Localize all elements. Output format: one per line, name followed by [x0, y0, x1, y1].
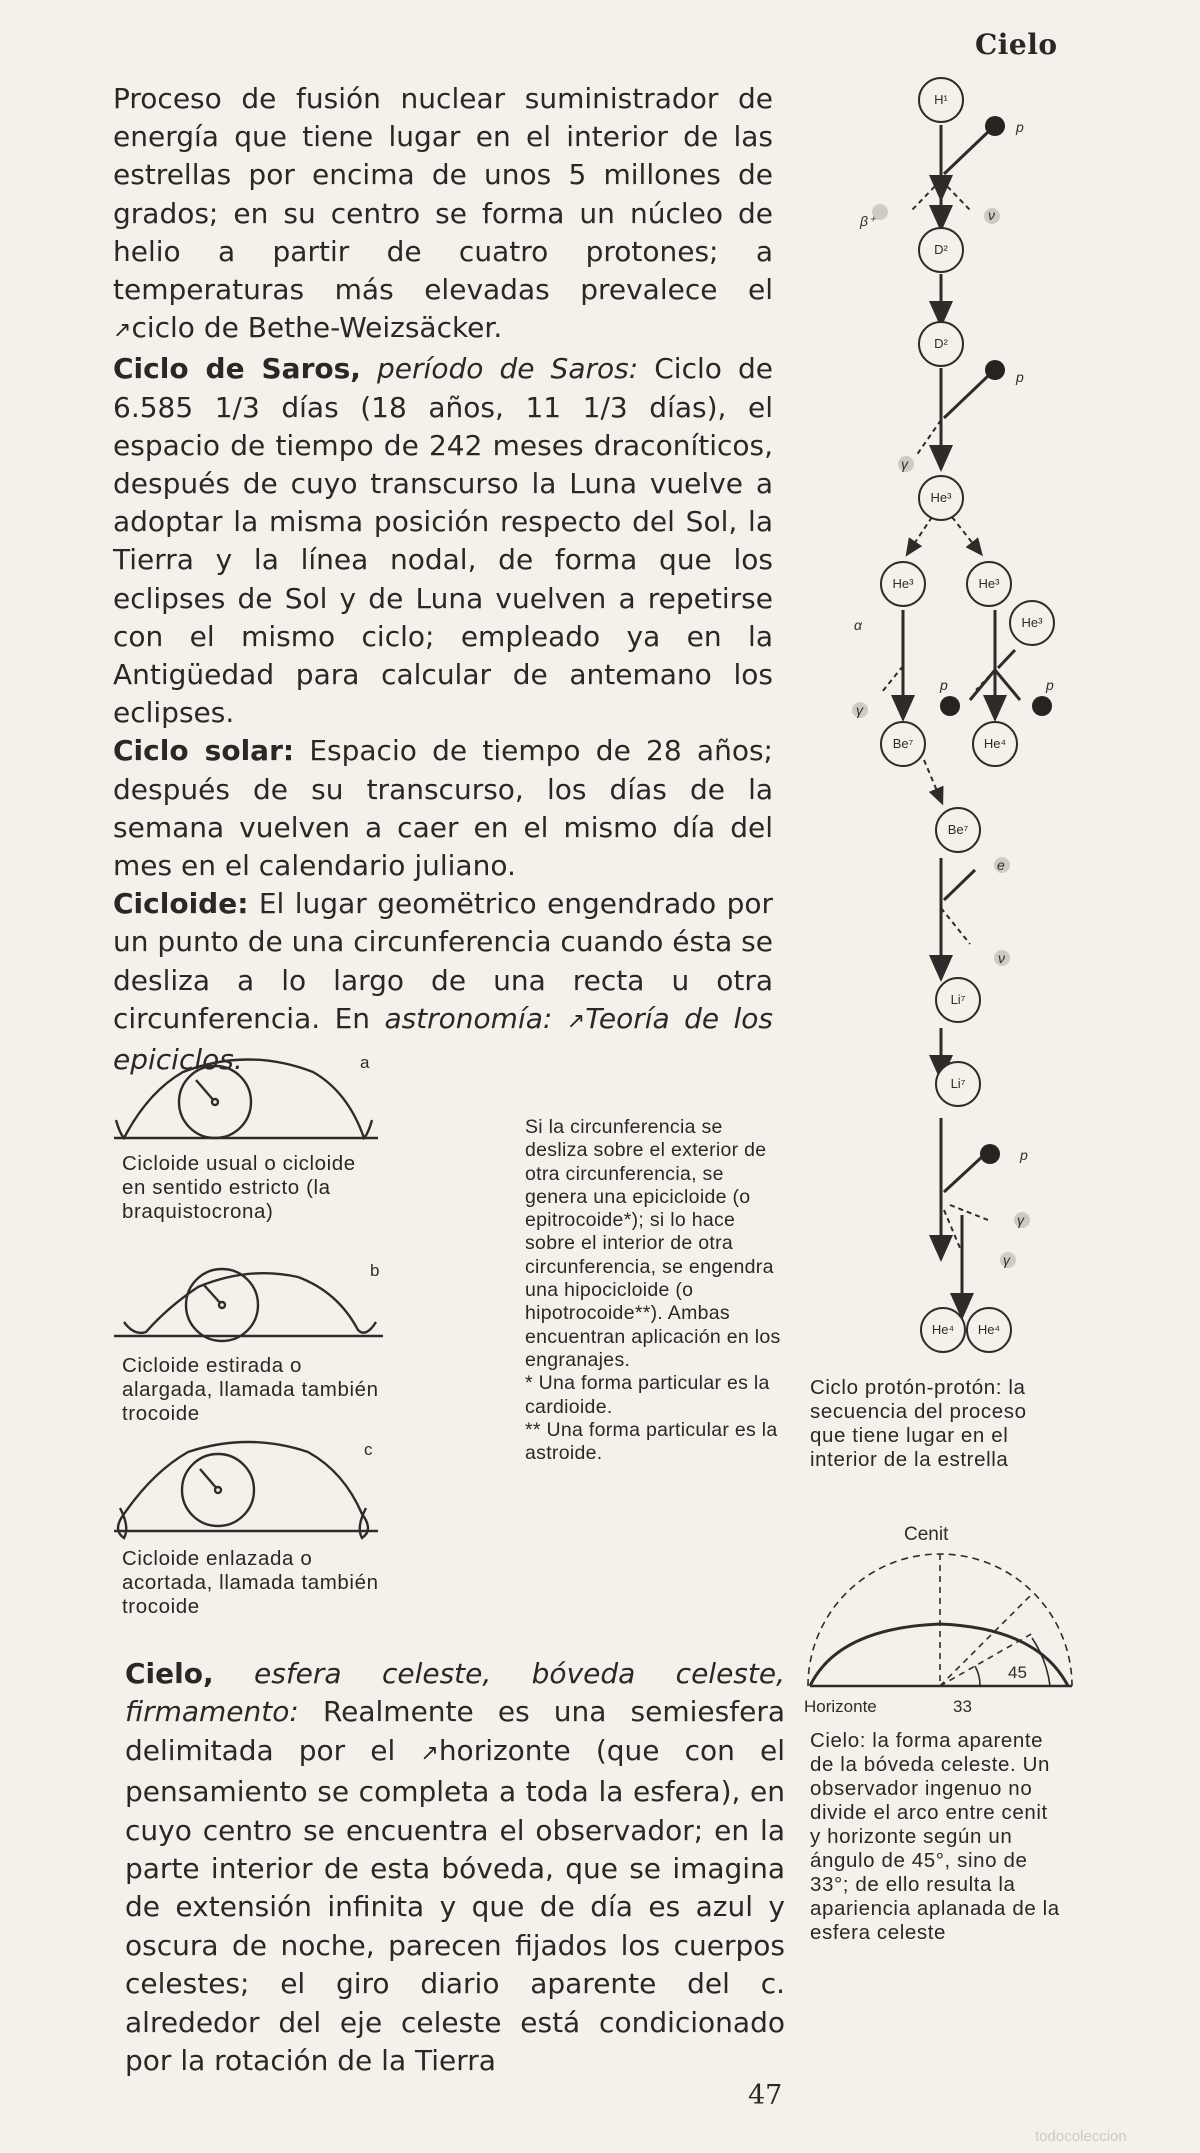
pp-particle-beta: β⁺	[860, 213, 876, 229]
pp-node-he3: He³	[930, 490, 952, 505]
cycloid-a-diagram	[114, 1053, 378, 1138]
pp-node-be7a: Be⁷	[892, 736, 914, 751]
cycloid-b-letter: b	[370, 1261, 380, 1280]
main-text-column	[113, 80, 773, 1079]
pp-node-he3-left: He³	[892, 576, 914, 591]
proton-proton-chain-diagram	[840, 70, 1080, 1370]
cicloide-entry	[113, 885, 773, 1079]
cycloid-b-diagram	[114, 1261, 383, 1341]
cielo-term: Cielo,	[125, 1657, 214, 1690]
intro-text: Proceso de fusión nuclear suministrador de energía que tiene lugar en el interior de las estrellas por encima de unos 5 millones de grados; en su centro se forma un núcleo de helio a partir de cuatro protones; a temperaturas más elevadas prevalece el	[113, 82, 773, 307]
sky-dome-caption: Cielo: la forma aparente de la bóveda celeste. Un observador ingenuo no divide el arco entre cenit y horizonte según un ángulo de 45°, sino de 33°; de ello resulta la apariencia aplanada de la esfera celeste	[810, 1729, 1060, 1944]
intro-link[interactable]: ciclo de Bethe-Weizsäcker.	[131, 311, 503, 345]
pp-particle-p5: p	[1020, 1147, 1028, 1163]
cicloide-term: Cicloide:	[113, 887, 249, 921]
intro-paragraph	[113, 80, 773, 350]
pp-node-he3-right: He³	[978, 576, 1000, 591]
saros-alias: período de Saros:	[377, 352, 639, 386]
pp-particle-p1: p	[1016, 119, 1024, 135]
cycloid-figures	[108, 1052, 408, 1572]
cycloid-a-caption: Cicloide usual o cicloide en sentido estricto (la braquistocrona)	[122, 1152, 356, 1223]
pp-particle-gamma2: γ	[856, 702, 863, 718]
pp-particle-nu2: ν	[998, 950, 1005, 966]
pp-particle-p2: p	[1016, 369, 1024, 385]
pp-chain-caption: Ciclo protón-protón: la secuencia del proceso que tiene lugar en el interior de la estrella	[810, 1376, 1027, 1471]
saros-term: Ciclo de Saros,	[113, 352, 361, 386]
pp-node-he4c: He⁴	[977, 1322, 1001, 1337]
running-title: Cielo	[975, 28, 1058, 61]
sky-horizon-label: Horizonte	[804, 1697, 877, 1716]
pp-particle-gamma4: γ	[1003, 1252, 1010, 1268]
pp-particle-p3: p	[940, 677, 948, 693]
cielo-definition-a: Realmente es una semiesfera delimitada por el	[125, 1695, 785, 1767]
page-number: 47	[748, 2080, 783, 2111]
pp-particle-alpha: α	[854, 617, 862, 633]
pp-node-be7b: Be⁷	[947, 822, 969, 837]
pp-node-he4b: He⁴	[931, 1322, 955, 1337]
cross-reference-arrow: ↗	[420, 1740, 439, 1766]
sky-zenith-label: Cenit	[904, 1524, 949, 1545]
watermark: todocoleccion	[1035, 2128, 1127, 2145]
pp-node-li7a: Li⁷	[950, 992, 966, 1007]
sky-angle-45-label: 45	[1008, 1663, 1027, 1682]
cycloid-note-footnote-2: ** Una forma particular es la astroide.	[525, 1418, 778, 1465]
saros-entry	[113, 350, 773, 732]
pp-node-he3-extra: He³	[1021, 615, 1043, 630]
cicloide-definition: El lugar geomëtrico engendrado por un punto de una circunferencia cuando ésta se desliza a lo largo de una recta u otra circunferencia. En	[113, 887, 773, 1035]
cielo-definition-b: horizonte (que con el pensamiento se completa a toda la esfera), en cuyo centro se encuentra el observador; en la parte interior de esta bóveda, que se imagina de extensión infinita y que de día es azul y oscura de noche, parecen fijados los cuerpos celestes; el giro diario aparente del c. alrededor del eje celeste está condicionado por la rotación de la Tierra	[125, 1733, 785, 2078]
cicloide-link[interactable]: Teoría de los epiciclos.	[113, 1001, 774, 1077]
cielo-entry	[125, 1655, 785, 2080]
cycloid-note-main: Si la circunferencia se desliza sobre el exterior de otra circunferencia, se genera una epicicloide (o epitrocoide*); si lo hace sobre el interior de otra circunferencia, se engendra una hipocicloide (o hipotrocoide**). Ambas encuentran aplicación en los engranajes.	[525, 1116, 781, 1371]
pp-particle-e: e	[997, 857, 1005, 873]
solar-term: Ciclo solar:	[113, 734, 295, 768]
sky-dome-diagram	[800, 1520, 1080, 1725]
cycloid-note-footnote-1: * Una forma particular es la cardioide.	[525, 1372, 770, 1418]
cycloid-c-letter: c	[364, 1440, 373, 1459]
cycloid-b-caption: Cicloide estirada o alargada, llamada también trocoide	[122, 1354, 379, 1425]
cycloid-c-caption: Cicloide enlazada o acortada, llamada también trocoide	[122, 1547, 379, 1618]
cycloid-note	[525, 1116, 783, 1465]
saros-definition: Ciclo de 6.585 1/3 días (18 años, 11 1/3 días), el espacio de tiempo de 242 meses draconíticos, después de cuyo transcurso la Luna vuelve a adoptar la misma posición respecto del Sol, la Tierra y la línea nodal, de forma que los eclipses de Sol y de Luna vuelven a repetirse con el mismo ciclo; empleado ya en la Antigüedad para calcular de antemano los eclipses.	[113, 352, 773, 730]
pp-node-h1: H¹	[934, 92, 948, 107]
solar-entry	[113, 732, 773, 885]
pp-particle-gamma3: γ	[1017, 1212, 1024, 1228]
cycloid-a-letter: a	[360, 1053, 370, 1072]
pp-node-d2a: D²	[934, 242, 948, 257]
pp-particle-nu1: ν	[988, 207, 995, 223]
cycloid-c-diagram	[114, 1440, 378, 1538]
cross-reference-arrow: ↗	[566, 1008, 586, 1034]
pp-node-he4a: He⁴	[983, 736, 1007, 751]
cicloide-astronomy: astronomía:	[384, 1001, 553, 1035]
cross-reference-arrow: ↗	[113, 318, 132, 344]
pp-particle-gamma1: γ	[901, 456, 908, 472]
cielo-aliases: esfera celeste, bóveda celeste, firmamento:	[125, 1657, 785, 1729]
sky-angle-33-label: 33	[953, 1697, 972, 1716]
solar-definition: Espacio de tiempo de 28 años; después de su transcurso, los días de la semana vuelven a caer en el mismo día del mes en el calendario juliano.	[113, 734, 773, 883]
pp-particle-p4: p	[1046, 677, 1054, 693]
pp-node-li7b: Li⁷	[950, 1076, 966, 1091]
pp-node-d2b: D²	[934, 336, 948, 351]
